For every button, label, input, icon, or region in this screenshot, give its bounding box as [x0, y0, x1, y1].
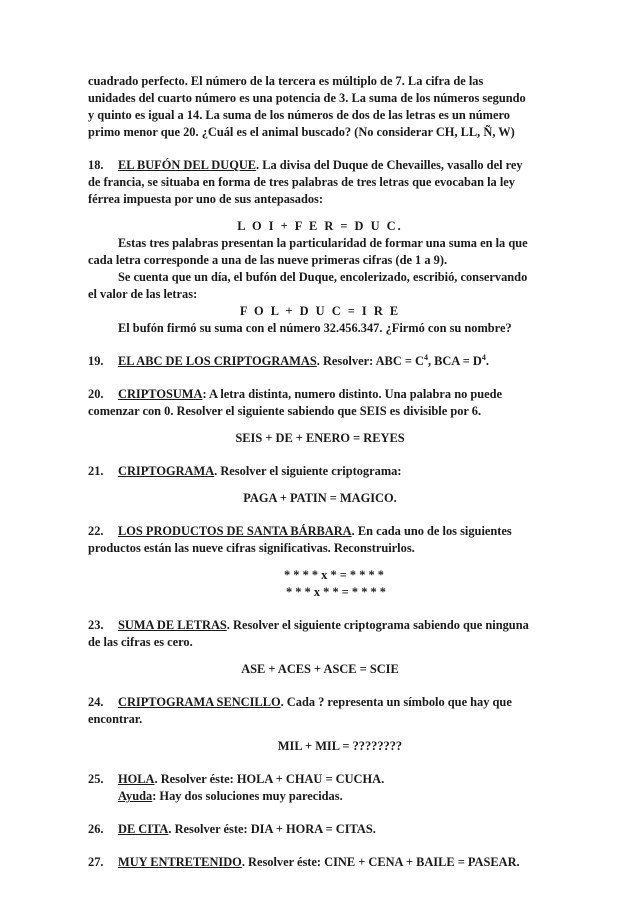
problem-21 [88, 463, 552, 507]
problem-text: . Cada ? representa un símbolo que hay que [280, 695, 512, 709]
equation: SEIS + DE + ENERO = REYES [235, 431, 405, 445]
problem-number: 26. [88, 822, 104, 836]
problem-text: . En cada uno de los siguientes [351, 524, 512, 538]
problem-number: 23. [88, 618, 104, 632]
sum-equation: F O L + D U C = I R E [239, 304, 401, 318]
problem-text: : A letra distinta, numero distinto. Una palabra no puede [202, 387, 503, 401]
text-line: El bufón firmó su suma con el número 32.456.347. ¿Firmó con su nombre? [118, 321, 512, 335]
problem-title: DE CITA [118, 822, 169, 836]
document-page [88, 73, 552, 887]
problem-20 [88, 386, 552, 447]
problem-title: CRIPTOGRAMA [118, 464, 215, 478]
help-text: : Hay dos soluciones muy parecidas. [152, 789, 343, 803]
problem-title: HOLA [118, 772, 155, 786]
problem-title: CRIPTOGRAMA SENCILLO [118, 695, 281, 709]
problem-24 [88, 694, 552, 755]
product-equation: * * * * x * = * * * * [284, 568, 384, 582]
text-line: cuadrado perfecto. El número de la tercera es múltiplo de 7. La cifra de las [88, 74, 484, 88]
problem-text: . Resolver: ABC = C [316, 354, 424, 368]
product-equation: * * * x * * = * * * * [286, 585, 386, 599]
text-line: férrea impuesta por uno de sus antepasados: [88, 192, 323, 206]
problem-text: , BCA = D [427, 354, 482, 368]
problem-number: 18. [88, 158, 104, 172]
equation: PAGA + PATIN = MAGICO. [243, 491, 397, 505]
problem-number: 19. [88, 354, 104, 368]
problem-26 [88, 821, 552, 838]
text-line: cada letra corresponde a una de las nueve primeras cifras (de 1 a 9). [88, 253, 448, 267]
text-line: Estas tres palabras presentan la particularidad de formar una suma en la que [118, 236, 528, 250]
problem-text: . Resolver éste: HOLA + CHAU = CUCHA. [154, 772, 385, 786]
text-line: el valor de las letras: [88, 287, 198, 301]
problem-text: . Resolver éste: DIA + HORA = CITAS. [168, 822, 376, 836]
problem-number: 21. [88, 464, 104, 478]
text-line: de francia, se situaba en forma de tres palabras de tres letras que evocaban la ley [88, 175, 515, 189]
text-line: comenzar con 0. Resolver el siguiente sabiendo que SEIS es divisible por 6. [88, 404, 482, 418]
problem-number: 20. [88, 387, 104, 401]
problem-19 [88, 353, 552, 370]
problem-22 [88, 523, 552, 601]
problem-title: MUY ENTRETENIDO [118, 855, 242, 869]
text-line: productos están las nueve cifras significativas. Reconstruirlos. [88, 541, 415, 555]
problem-title: EL ABC DE LOS CRIPTOGRAMAS [118, 354, 317, 368]
problem-title: EL BUFÓN DEL DUQUE [118, 158, 257, 172]
problem-title: SUMA DE LETRAS [118, 618, 227, 632]
text-line: unidades del cuarto número es una potencia de 3. La suma de los números segundo [88, 91, 526, 105]
text-line: encontrar. [88, 712, 143, 726]
text-line: Se cuenta que un día, el bufón del Duque, encolerizado, escribió, conservando [118, 270, 528, 284]
problem-25 [88, 771, 552, 805]
problem-number: 25. [88, 772, 104, 786]
problem-text: . La divisa del Duque de Chevailles, vasallo del rey [256, 158, 523, 172]
problem-text: . Resolver éste: CINE + CENA + BAILE = PASEAR. [241, 855, 520, 869]
text-line: de las cifras es cero. [88, 635, 193, 649]
equation: ASE + ACES + ASCE = SCIE [241, 662, 399, 676]
problem-text: . Resolver el siguiente criptograma sabiendo que ninguna [226, 618, 529, 632]
text-line: primo menor que 20. ¿Cuál es el animal buscado? (No considerar CH, LL, Ñ, W) [88, 125, 515, 139]
problem-18 [88, 157, 552, 337]
problem-title: CRIPTOSUMA [118, 387, 203, 401]
motto-equation: L O I + F E R = D U C. [237, 219, 403, 233]
text-line: y quinto es igual a 14. La suma de los números de dos de las letras es un número [88, 108, 510, 122]
help-label: Ayuda [118, 789, 153, 803]
problem-number: 27. [88, 855, 104, 869]
exponent: 4 [423, 352, 428, 362]
problem-number: 22. [88, 524, 104, 538]
exponent: 4 [481, 352, 486, 362]
intro-paragraph [88, 73, 552, 141]
problem-title: LOS PRODUCTOS DE SANTA BÁRBARA [118, 524, 352, 538]
problem-number: 24. [88, 695, 104, 709]
problem-27 [88, 854, 552, 871]
problem-text: . [485, 354, 489, 368]
problem-text: . Resolver el siguiente criptograma: [214, 464, 402, 478]
equation: MIL + MIL = ???????? [277, 739, 403, 753]
problem-23 [88, 617, 552, 678]
